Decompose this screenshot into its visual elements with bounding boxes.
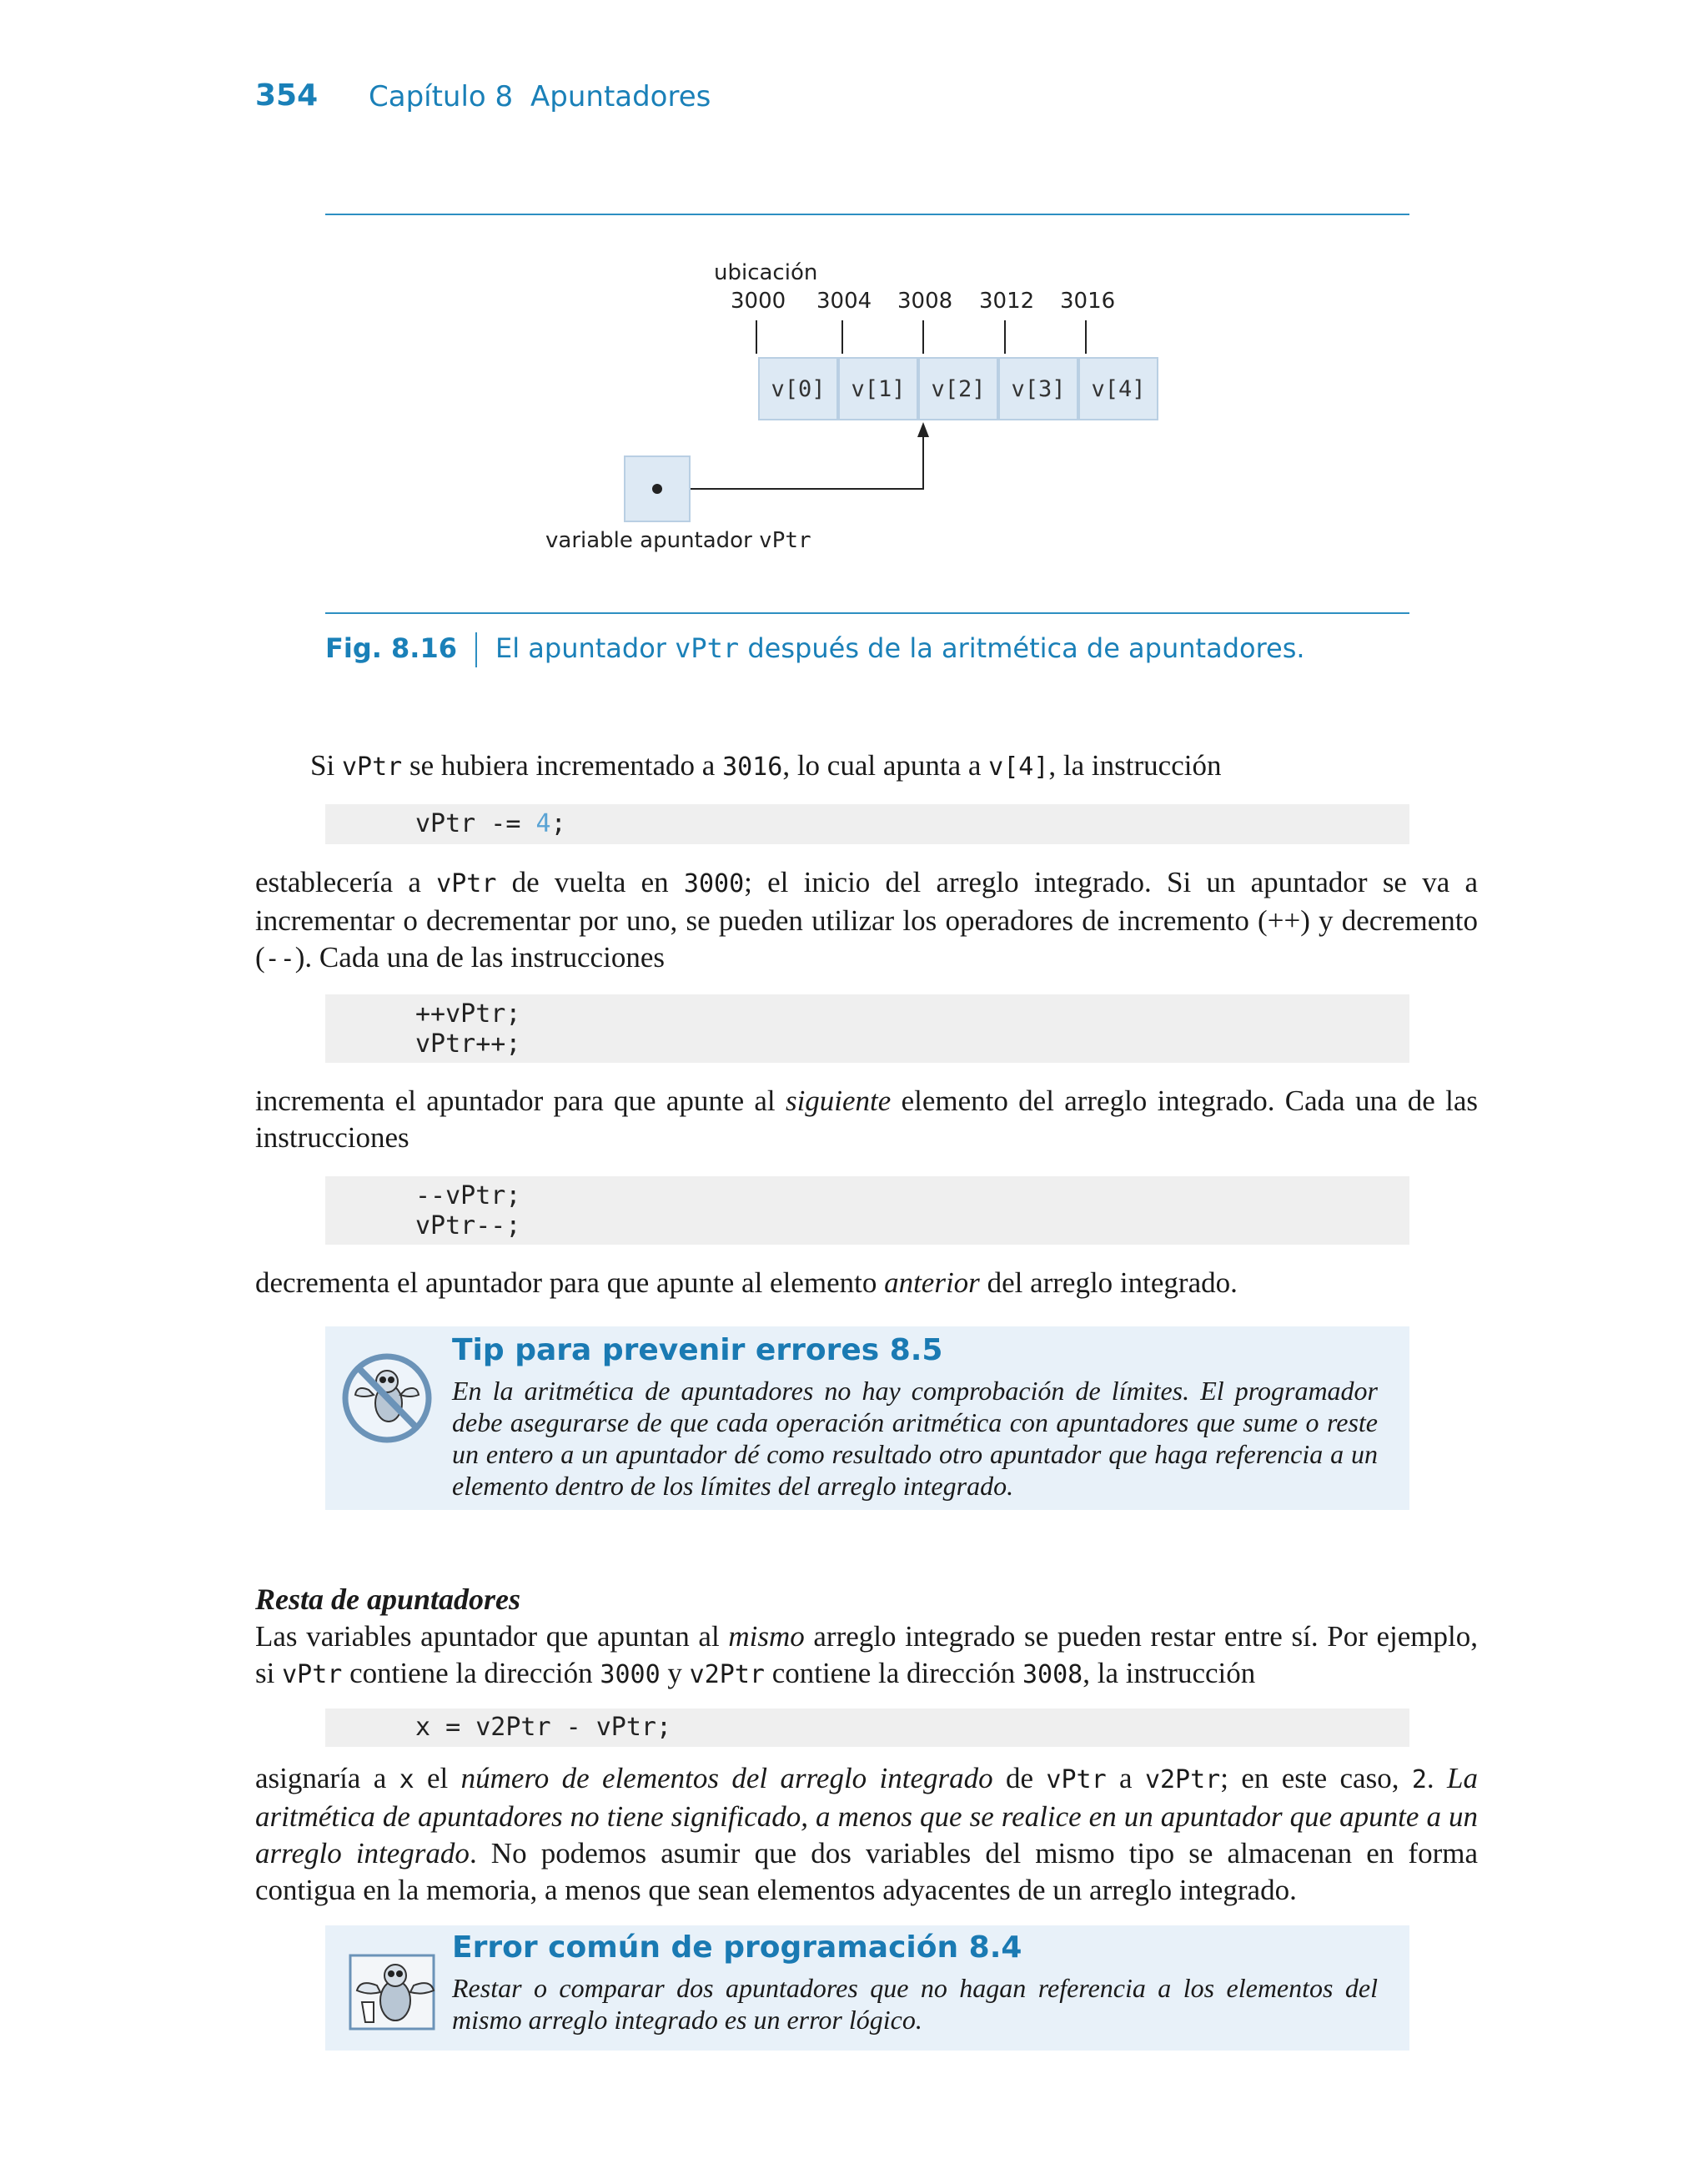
code-block [325, 1708, 1409, 1747]
figure-number: Fig. 8.16 [325, 632, 457, 664]
error-box [325, 1925, 1409, 2051]
code-line: vPtr++; [415, 1029, 521, 1059]
pointer-arrow-line [658, 434, 923, 489]
pointer-dot [652, 484, 662, 494]
bug-icon [340, 1351, 434, 1445]
code-line: vPtr -= 4; [415, 809, 566, 838]
paragraph: decrementa el apuntador para que apunte al elemento anterior del arreglo integrado. [255, 1266, 1238, 1299]
error-title: Error común de programación 8.4 [452, 1930, 1022, 1965]
tip-title: Tip para prevenir errores 8.5 [452, 1333, 943, 1367]
code-line: --vPtr; [415, 1181, 521, 1210]
figure-bottom-rule [325, 612, 1409, 614]
tip-body: En la aritmética de apuntadores no hay comprobación de límites. El programador debe asegurarse de que cada operación aritmética con apuntadores que sume o reste un entero a un apuntador dé como resultado otro apuntador que haga referencia a un elemento dentro de los límites del arreglo integrado. [452, 1376, 1378, 1501]
pointer-arrowhead [917, 422, 929, 437]
location-label: ubicación [714, 260, 818, 285]
array-cell: v[3] [998, 357, 1078, 420]
code-block [325, 1176, 1409, 1245]
tip-box [325, 1326, 1409, 1510]
code-line: x = v2Ptr - vPtr; [415, 1713, 672, 1742]
address-label: 3004 [816, 289, 872, 314]
error-body: Restar o comparar dos apuntadores que no hagan referencia a los elementos del mismo arreglo integrado es un error lógico. [452, 1973, 1378, 2035]
array-cell: v[0] [758, 357, 838, 420]
paragraph: asignaría a x el número de elementos del arreglo integrado de vPtr a v2Ptr; en este caso, 2. La aritmética de apuntadores no tiene significado, a menos que se realice en un apuntador que apunte a un arreglo integrado. No podemos asumir que dos variables del mismo tipo se almacenan en forma contigua en la memoria, a menos que sean elementos adyacentes de un arreglo integrado. [255, 1762, 1479, 1906]
pointer-variable-label: variable apuntador vPtr [545, 528, 811, 553]
chapter-label: Capítulo 8 [369, 80, 514, 113]
page-number: 354 [255, 78, 319, 113]
chapter-title: Apuntadores [530, 80, 711, 113]
memory-diagram-lines [0, 0, 1708, 584]
figure-caption: Fig. 8.16 El apuntador vPtr después de la aritmética de apuntadores. [325, 632, 1305, 667]
array-cell: v[4] [1078, 357, 1158, 420]
code-block [325, 804, 1409, 844]
address-label: 3016 [1060, 289, 1116, 314]
address-label: 3008 [897, 289, 953, 314]
address-label: 3012 [979, 289, 1035, 314]
paragraph: Las variables apuntador que apuntan al mismo arreglo integrado se pueden restar entre sí. Por ejemplo, si vPtr contiene la dirección 3000 y v2Ptr contiene la dirección 3008, la instrucción [255, 1620, 1478, 1689]
section-heading: Resta de apuntadores [255, 1583, 521, 1616]
paragraph: Si vPtr se hubiera incrementado a 3016, lo cual apunta a v[4], la instrucción [310, 749, 1222, 782]
array-cell: v[2] [918, 357, 998, 420]
address-label: 3000 [731, 289, 786, 314]
code-line: ++vPtr; [415, 999, 521, 1029]
paragraph: incrementa el apuntador para que apunte al siguiente elemento del arreglo integrado. Cada una de las instrucciones [255, 1084, 1478, 1154]
pointer-variable-box [624, 455, 691, 522]
paragraph: establecería a vPtr de vuelta en 3000; el inicio del arreglo integrado. Si un apuntador se va a incrementar o decrementar por uno, se pueden utilizar los operadores de incremento (++) y decremento (--). Cada una de las instrucciones [255, 866, 1478, 974]
bug-thumbs-down-icon [347, 1952, 437, 2032]
array-cell: v[1] [838, 357, 918, 420]
code-line: vPtr--; [415, 1211, 521, 1240]
code-block [325, 994, 1409, 1063]
